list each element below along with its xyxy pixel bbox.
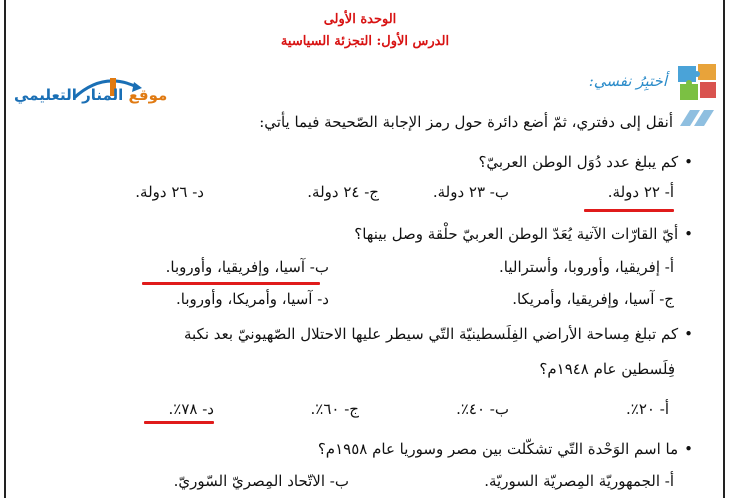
q2-option-d: د- آسيا، وأمريكا، وأوروبا. — [176, 290, 329, 308]
q4-option-a: أ- الجمهوريّة المِصريّة السوريّة. — [484, 472, 674, 490]
puzzle-icon — [676, 62, 720, 102]
q4-option-b: ب- الاتّحاد المِصريّ السّوريّ. — [173, 472, 349, 490]
bullet-icon: • — [684, 440, 693, 458]
answer-underline — [142, 282, 320, 285]
instruction-text: أنقل إلى دفتري، ثمّ أضع دائرة حول رمز الإجابة الصّحيحة فيما يأتي: — [259, 113, 673, 131]
bullet-icon: • — [684, 153, 693, 171]
bullet-icon: • — [684, 325, 693, 343]
question-1-text: كم يبلغ عدد دُوَل الوطن العربيّ؟ — [478, 153, 679, 171]
unit-title: الوحدة الأولى — [323, 12, 397, 27]
question-4-text: ما اسم الوَحْدة التّي تشكّلت بين مصر وسوريا عام ١٩٥٨م؟ — [317, 440, 679, 458]
stripes-icon — [676, 106, 720, 130]
logo-text-part1: موقع — [128, 86, 168, 104]
question-3-text-line1: كم تبلغ مِساحة الأراضي الفِلَسطينيّة التّي سيطر عليها الاحتلال الصّهيونيّ بعد نكبة — [183, 325, 679, 343]
logo-text — [14, 86, 194, 104]
bullet-icon: • — [684, 225, 693, 243]
question-4 — [318, 440, 693, 458]
question-3 — [184, 325, 693, 343]
q1-option-c: ج- ٢٤ دولة. — [307, 183, 379, 201]
q2-option-a: أ- إفريقيا، وأوروبا، وأستراليا. — [499, 258, 674, 276]
question-2-text: أيّ القارّات الآتية يُعَدّ الوطن العربيّ حلْقة وصل بينها؟ — [354, 225, 679, 243]
answer-underline — [584, 209, 674, 212]
almanar-logo — [14, 68, 194, 116]
logo-text-part2: المنار التعليمي — [14, 86, 124, 104]
question-3-line2: فِلَسطين عام ١٩٤٨م؟ — [539, 360, 675, 378]
q3-option-c: ج- ٦٠٪. — [310, 400, 359, 418]
question-2 — [354, 225, 693, 243]
q1-option-d: د- ٢٦ دولة. — [135, 183, 204, 201]
q2-option-c: ج- آسيا، وإفريقيا، وأمريكا. — [512, 290, 674, 308]
q1-option-b: ب- ٢٣ دولة. — [432, 183, 509, 201]
answer-underline — [144, 421, 214, 424]
q2-option-b: ب- آسيا، وإفريقيا، وأوروبا. — [165, 258, 329, 276]
q3-option-b: ب- ٤٠٪. — [456, 400, 509, 418]
q1-option-a: أ- ٢٢ دولة. — [607, 183, 674, 201]
q3-option-a: أ- ٢٠٪. — [626, 400, 669, 418]
section-title: أختبِرُ نفسي: — [588, 72, 667, 90]
question-1 — [478, 153, 693, 171]
lesson-title: الدرس الأول: التجزئة السياسية — [280, 34, 450, 49]
q3-option-d: د- ٧٨٪. — [168, 400, 214, 418]
